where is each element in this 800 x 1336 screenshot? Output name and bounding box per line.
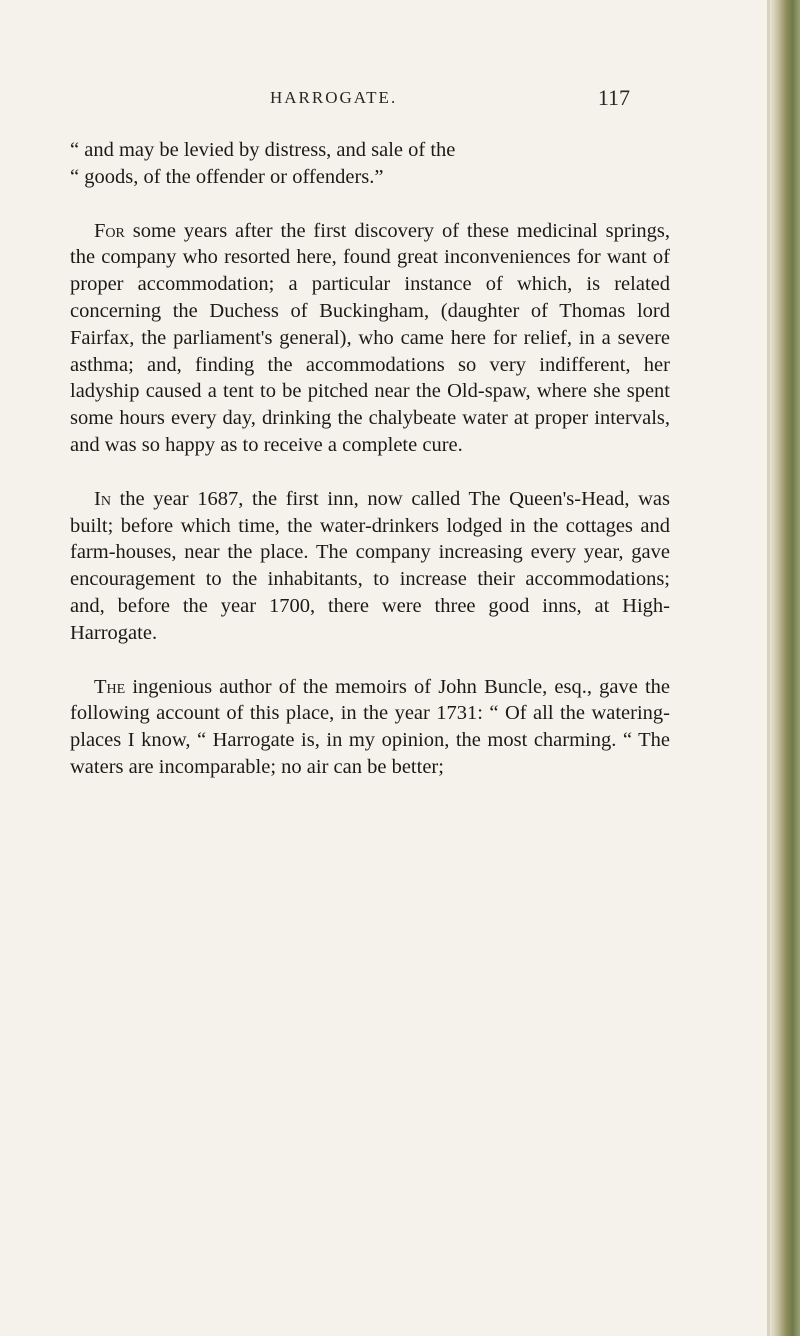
page-number: 117: [597, 85, 630, 110]
paragraph-gap: [70, 647, 670, 674]
paragraph-1-lead: For: [94, 219, 125, 242]
paragraph-3-lead: The: [94, 675, 126, 698]
page-header: [270, 85, 630, 118]
quote-line-1: “ and may be levied by distress, and sale of the: [70, 139, 456, 161]
running-head: HARROGATE.: [270, 88, 398, 107]
paragraph-1-text: some years after the first discovery of these medicinal springs, the company who resorted here, found great inconveniences for want of proper accommodation; a particular instance of which, is related concerning the Duchess of Buckingham, (daughter of Thomas lord Fairfax, the parliament's general), who came here for relief, in a severe asthma; and, finding the accommodations so very indifferent, her ladyship caused a tent to be pitched near the Old-spaw, where she spent some hours every day, drinking the chalybeate water at proper intervals, and was so happy as to receive a complete cure.: [70, 219, 670, 456]
paragraph-gap: [70, 459, 670, 486]
paragraph-2-text: the year 1687, the first inn, now called The Queen's-Head, was built; before which time, the water-drinkers lodged in the cottages and farm-houses, near the place. The company increasing every year, gave encouragement to the inhabitants, to increase their accommodations; and, before the year 1700, there were three good inns, at High-Harrogate.: [70, 487, 670, 644]
paragraph-1: [70, 218, 670, 459]
paragraph-3-text: ingenious author of the memoirs of John Buncle, esq., gave the following account of this place, in the year 1731: “ Of all the watering-places I know, “ Harrogate is, in my opinion, the most charming. “ The waters are incomparable; no air can be better;: [70, 675, 670, 778]
paragraph-2: [70, 486, 670, 647]
quote-line-2: “ goods, of the offender or offenders.”: [70, 165, 384, 188]
paragraph-3: [70, 674, 670, 781]
paragraph-gap: [70, 191, 670, 218]
paragraph-2-lead: In: [94, 487, 111, 510]
book-spine: [770, 0, 800, 1336]
body-text: [70, 137, 670, 781]
